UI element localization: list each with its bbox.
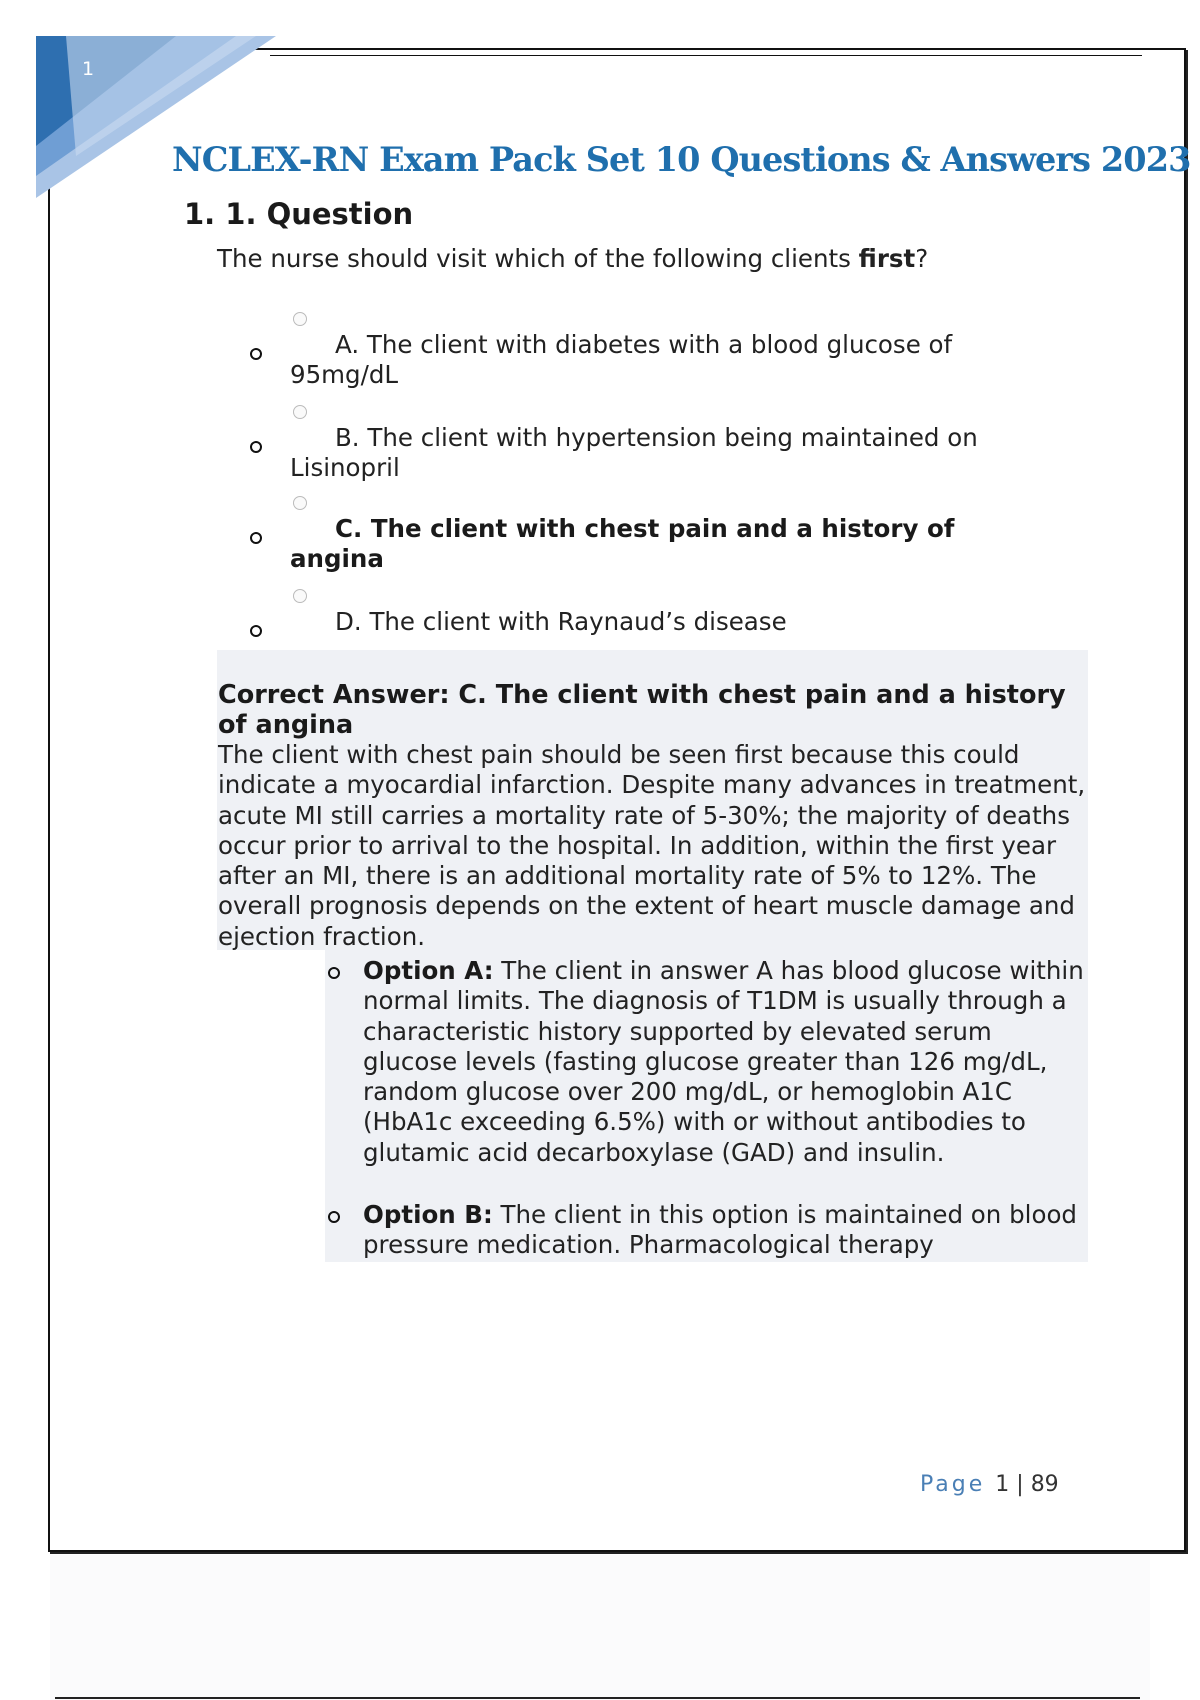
option-d-label: D. The client with Raynaud’s disease bbox=[335, 607, 787, 636]
rationale-text: The client in this option is maintained on blood pressure medication. Pharmacological therapy bbox=[363, 1200, 1077, 1260]
radio-button[interactable] bbox=[293, 312, 307, 326]
rationale-label: Option B: bbox=[363, 1200, 493, 1229]
correct-answer-title: Correct Answer: C. The client with chest pain and a history of angina bbox=[218, 680, 1066, 740]
option-c-label: C. The client with chest pain and a history of angina bbox=[290, 514, 955, 573]
page-label: Page bbox=[920, 1472, 986, 1497]
option-b-label: B. The client with hypertension being maintained on Lisinopril bbox=[290, 423, 978, 482]
bullet-icon bbox=[250, 348, 262, 360]
question-emphasis: first bbox=[858, 244, 916, 273]
question-text: The nurse should visit which of the following clients first? bbox=[217, 244, 929, 273]
option-a-label: A. The client with diabetes with a blood glucose of 95mg/dL bbox=[290, 330, 953, 389]
answer-panel-indent bbox=[217, 950, 325, 1270]
next-page-preview bbox=[50, 1555, 1150, 1700]
page-current: 1 bbox=[995, 1472, 1010, 1497]
corner-page-number: 1 bbox=[82, 58, 95, 80]
bullet-icon bbox=[328, 1211, 340, 1223]
answer-explanation: The client with chest pain should be seen first because this could indicate a myocardial infarction. Despite many advances in treatment, acute MI still carries a mortality rate of 5-30%; the majority of deaths occur prior to arrival to the hospital. In addition, within the first year after an MI, there is an additional mortality rate of 5% to 12%. The overall prognosis depends on the extent of heart muscle damage and ejection fraction. bbox=[218, 740, 1086, 951]
page-separator: | bbox=[1016, 1472, 1024, 1497]
rationale-label: Option A: bbox=[363, 956, 494, 985]
header-rule bbox=[270, 55, 1142, 56]
bullet-icon bbox=[250, 625, 262, 637]
document-title: NCLEX-RN Exam Pack Set 10 Questions & Answers 2023 bbox=[172, 140, 1191, 179]
radio-button[interactable] bbox=[293, 496, 307, 510]
bullet-icon bbox=[328, 967, 340, 979]
radio-button[interactable] bbox=[293, 589, 307, 603]
next-page-rule bbox=[55, 1697, 1140, 1699]
page-total: 89 bbox=[1030, 1472, 1059, 1497]
rationale-text: The client in answer A has blood glucose within normal limits. The diagnosis of T1DM is usually through a characteristic history supported by elevated serum glucose levels (fasting glucose greater than 126 mg/dL, random glucose over 200 mg/dL, or hemoglobin A1C (HbA1c exceeding 6.5%) with or without antibodies to glutamic acid decarboxylase (GAD) and insulin. bbox=[363, 956, 1084, 1167]
page-footer bbox=[920, 1472, 1059, 1497]
bullet-icon bbox=[250, 532, 262, 544]
question-heading: 1. 1. Question bbox=[184, 197, 414, 231]
bullet-icon bbox=[250, 441, 262, 453]
radio-button[interactable] bbox=[293, 405, 307, 419]
